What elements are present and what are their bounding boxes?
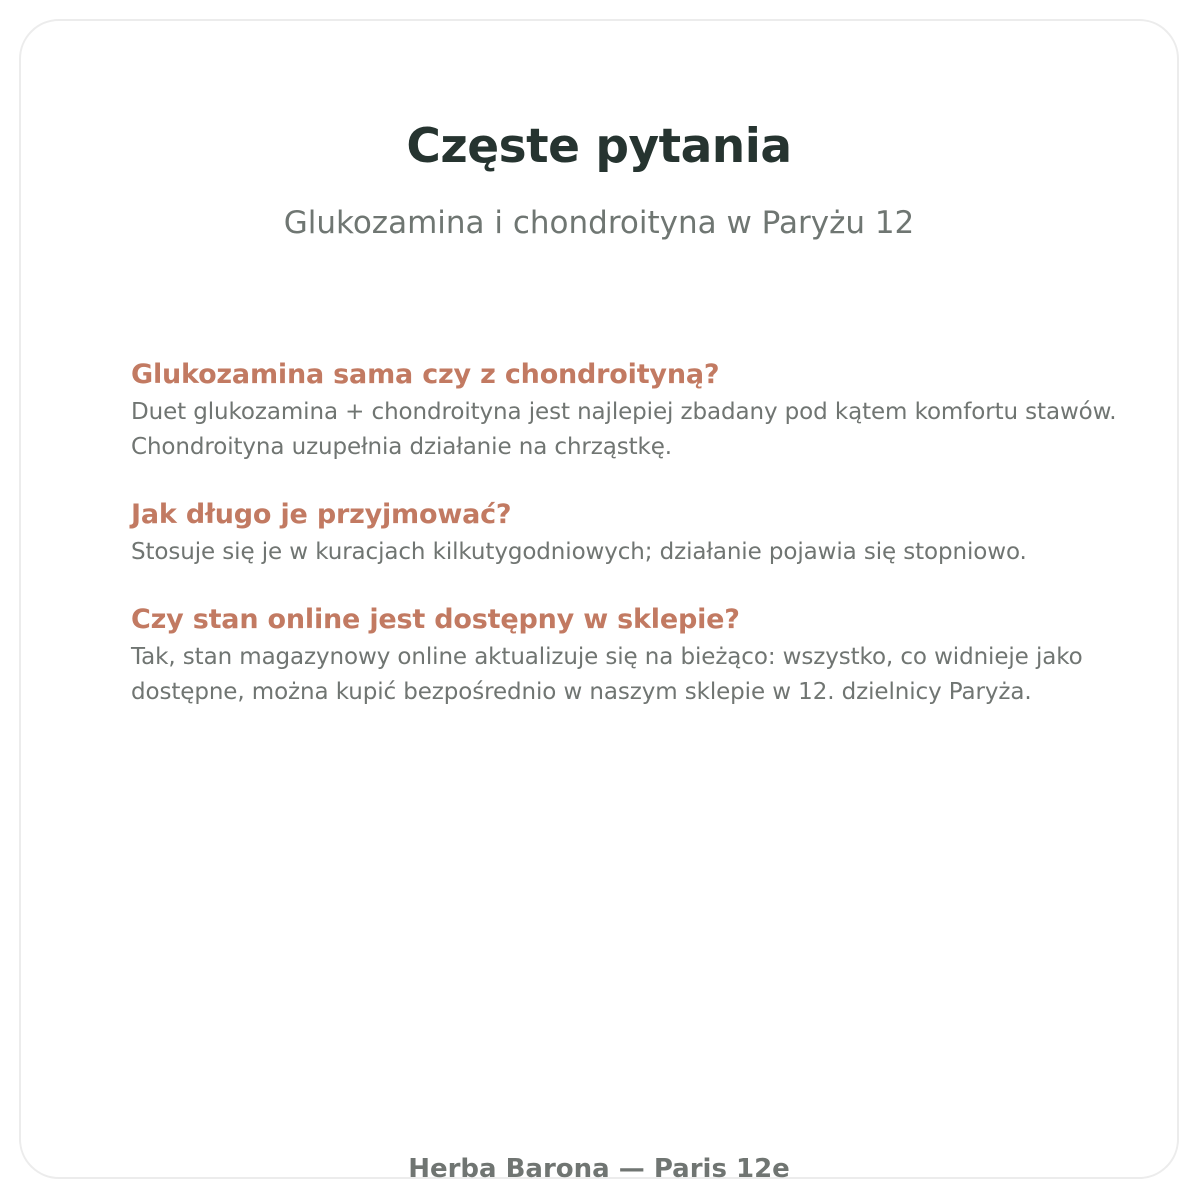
page-subtitle: Glukozamina i chondroityna w Paryżu 12: [283, 205, 915, 241]
faq-answer: Stosuje się je w kuracjach kilkutygodniowych; działanie pojawia się stopniowo.: [131, 539, 1027, 565]
faq-question: Jak długo je przyjmować?: [131, 499, 512, 530]
faq-item: [131, 355, 1121, 465]
faq-answer: Tak, stan magazynowy online aktualizuje się na bieżąco: wszystko, co widnieje jako dostępne, można kupić bezpośrednio w naszym sklepie w 12. dzielnicy Paryża.: [131, 644, 1083, 705]
faq-card: [19, 19, 1179, 1184]
faq-question: Glukozamina sama czy z chondroityną?: [131, 359, 720, 390]
faq-item: [131, 495, 1121, 570]
footer-brand: Herba Barona — Paris 12e: [408, 1154, 790, 1184]
page-title: Częste pytania: [406, 119, 792, 174]
faq-question: Czy stan online jest dostępny w sklepie?: [131, 604, 740, 635]
faq-item: [131, 600, 1121, 710]
faq-list: [131, 355, 1121, 740]
faq-answer: Duet glukozamina + chondroityna jest najlepiej zbadany pod kątem komfortu stawów. Chondroityna uzupełnia działanie na chrząstkę.: [131, 399, 1117, 460]
